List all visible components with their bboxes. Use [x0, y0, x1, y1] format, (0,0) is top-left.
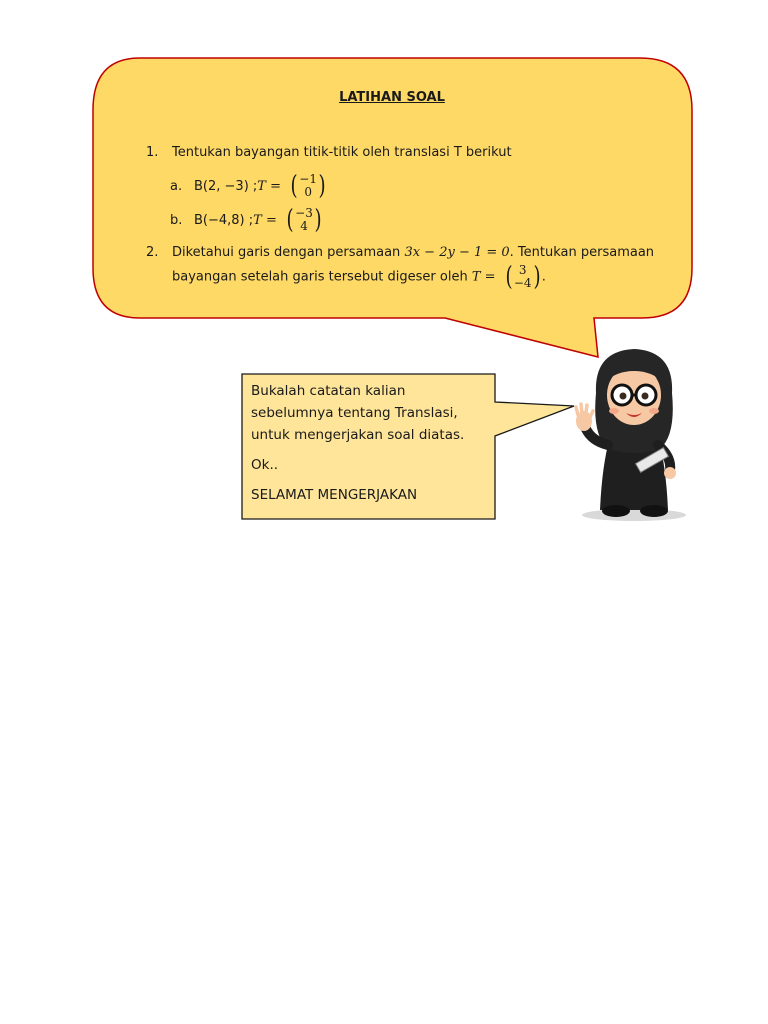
vector-bottom: −4: [513, 276, 532, 290]
question-1b: [170, 205, 323, 235]
hijab-girl-waving-icon: [572, 345, 696, 525]
period: .: [541, 269, 546, 285]
question-number: 1.: [146, 145, 159, 160]
question-1a: [170, 171, 327, 201]
sub-label: a.: [170, 178, 183, 194]
t-variable: T: [257, 178, 266, 194]
translation-vector: ( 3 −4 ): [505, 262, 541, 292]
note-line: Bukalah catatan kalian: [251, 383, 406, 399]
translation-vector: ( −3 4 ): [286, 205, 322, 235]
equation: 3x − 2y − 1 = 0: [404, 245, 510, 260]
note-line: Ok..: [251, 457, 279, 473]
t-variable: T: [471, 269, 481, 285]
instruction-note: [243, 374, 495, 516]
text: . Tentukan persamaan: [509, 245, 655, 260]
vector-bottom: 0: [304, 185, 312, 199]
vector-top: 3: [518, 263, 527, 277]
note-line: sebelumnya tentang Translasi,: [251, 405, 458, 421]
question-number: 2.: [146, 245, 159, 260]
note-line: SELAMAT MENGERJAKAN: [251, 487, 418, 503]
equals: =: [261, 212, 281, 228]
vector-top: −1: [299, 172, 317, 186]
translation-vector: ( −1 0 ): [290, 171, 326, 201]
question-text: [172, 242, 662, 290]
worksheet-title: LATIHAN SOAL: [339, 90, 445, 105]
sub-label: b.: [170, 212, 183, 228]
point: B(−4,8) ;: [194, 212, 254, 228]
worksheet: [94, 60, 690, 315]
equals: =: [265, 178, 286, 194]
text: Diketahui garis dengan persamaan: [172, 245, 405, 260]
note-line: untuk mengerjakan soal diatas.: [251, 427, 465, 443]
question-text: Tentukan bayangan titik-titik oleh translasi T berikut: [172, 145, 512, 160]
vector-top: −3: [295, 206, 313, 220]
text: bayangan setelah garis tersebut digeser oleh: [172, 269, 472, 285]
t-variable: T: [253, 212, 262, 228]
point: B(2, −3) ;: [194, 178, 258, 194]
vector-bottom: 4: [300, 219, 308, 233]
equals: =: [480, 269, 500, 285]
